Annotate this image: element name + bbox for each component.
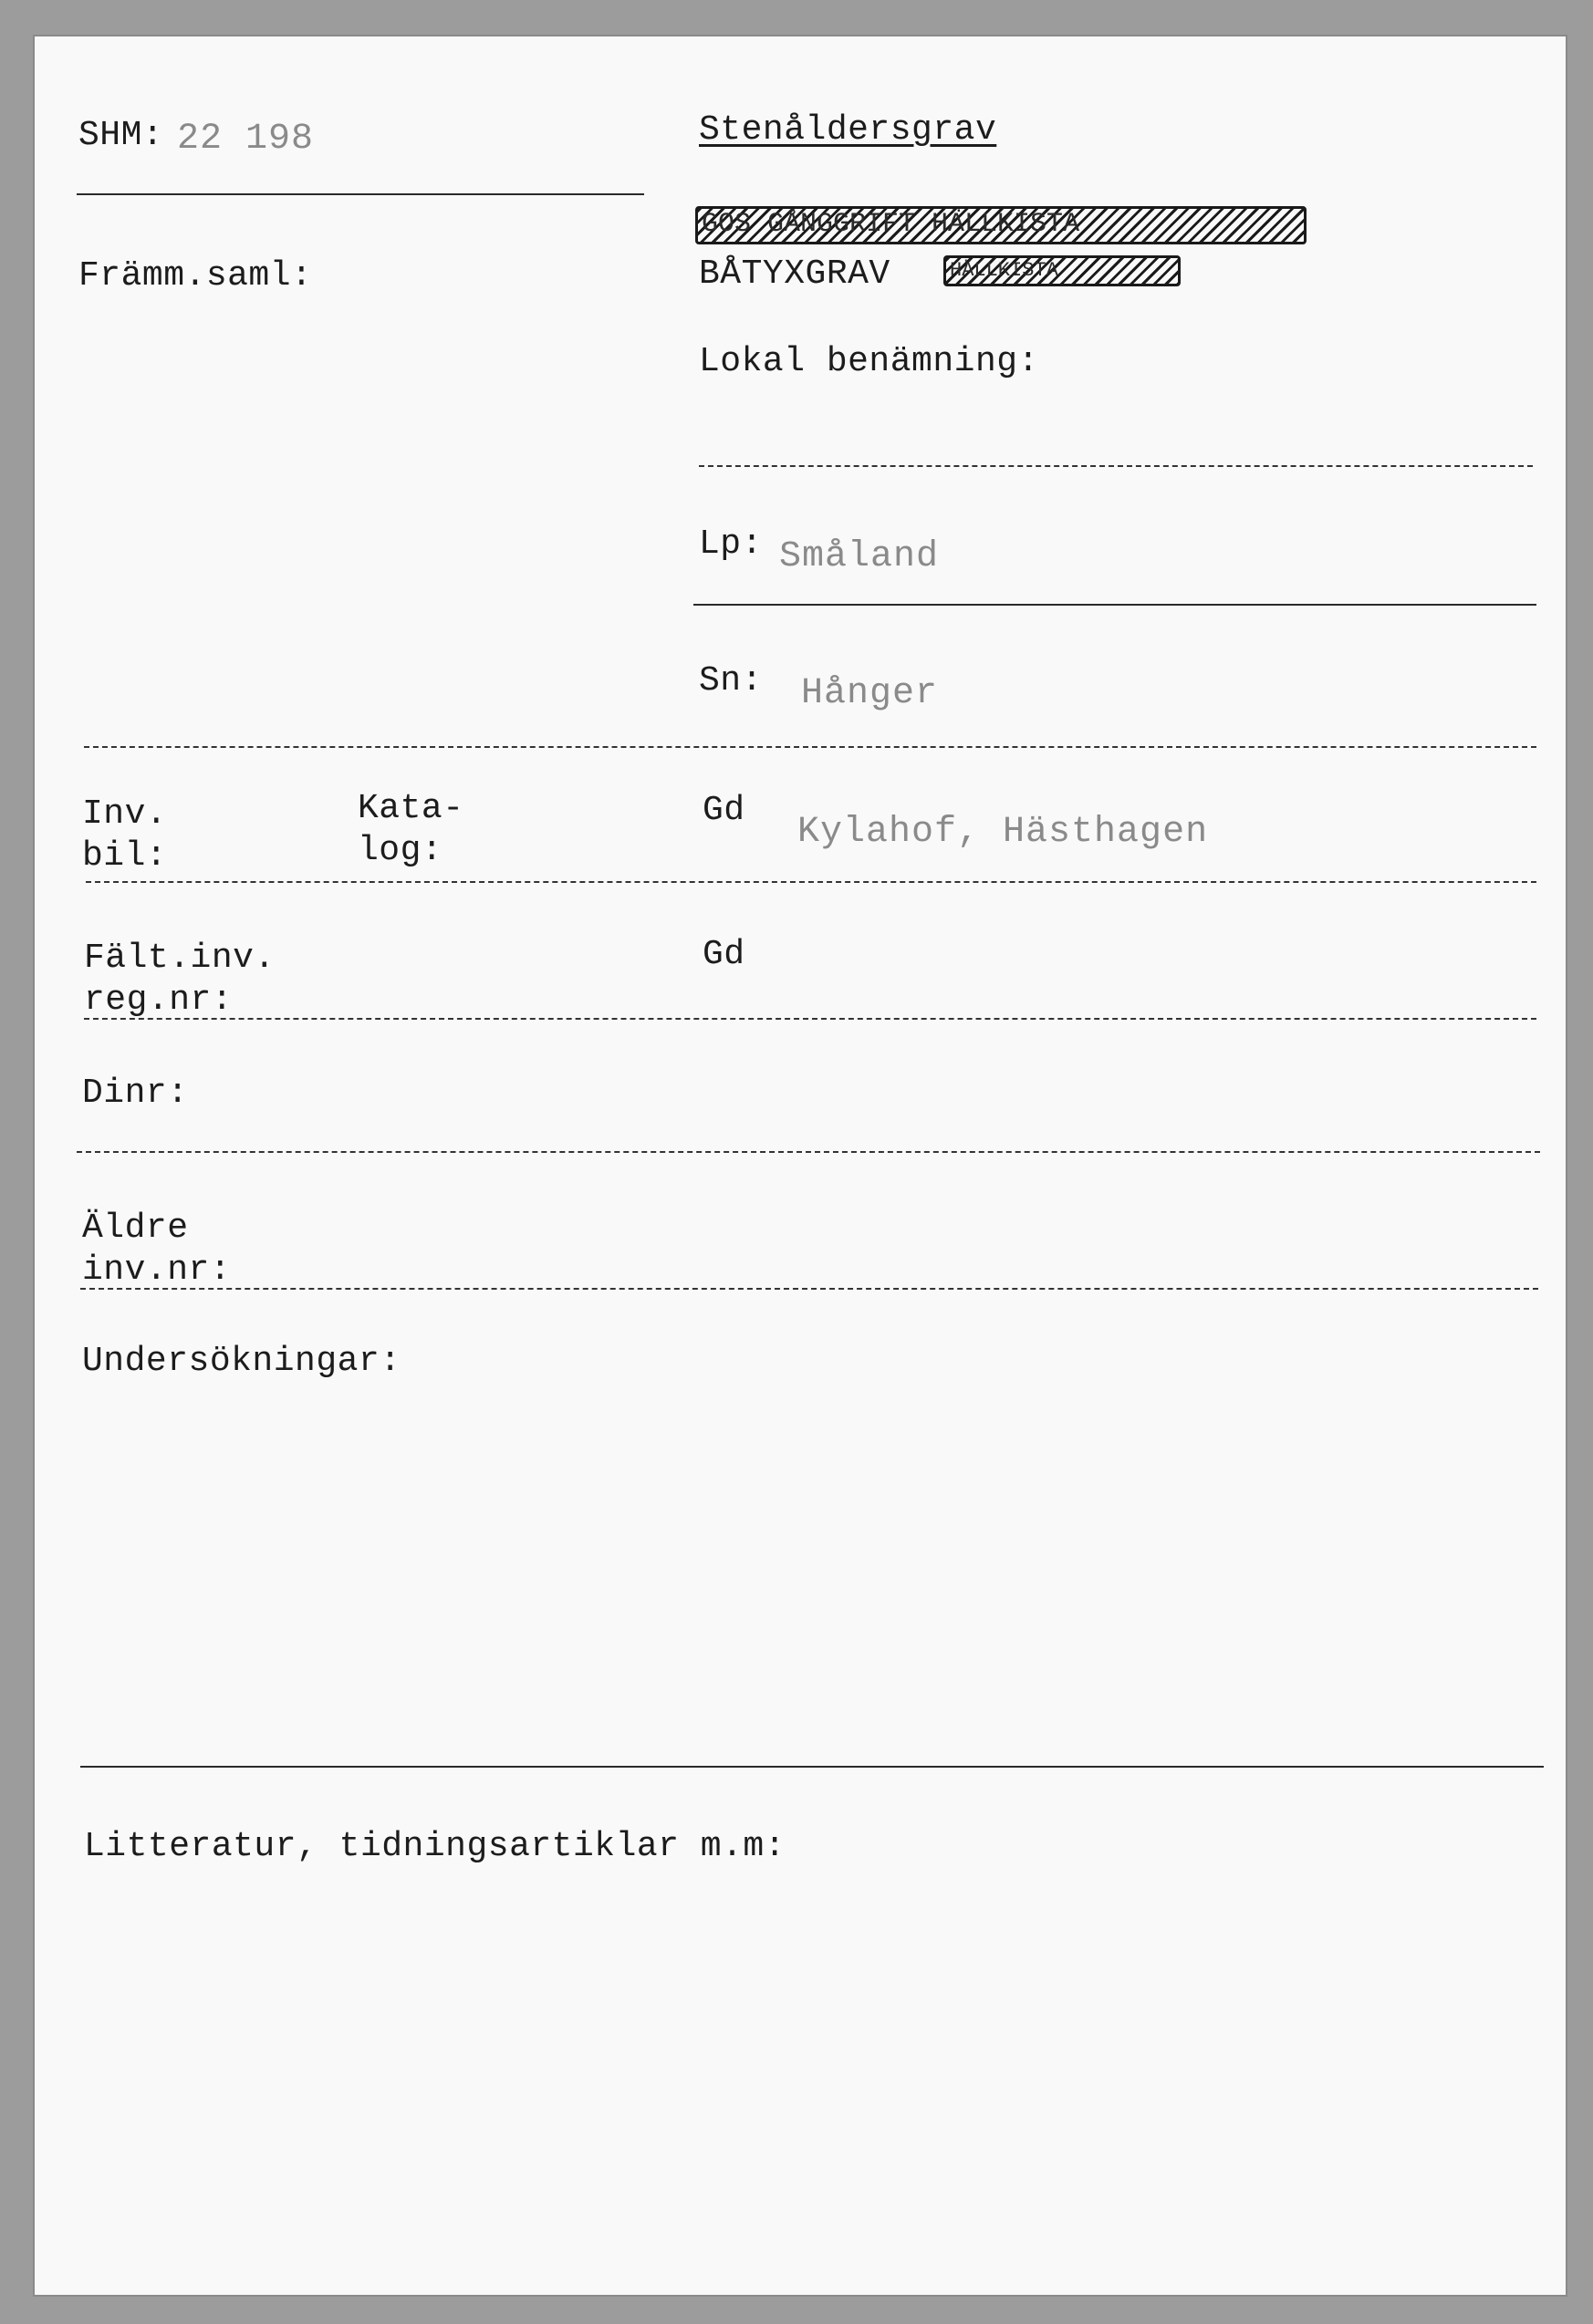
katalog-line2: log: [358,831,443,870]
shm-label: SHM: [78,116,164,155]
framm-saml-label: Främm.saml: [78,256,313,296]
lp-value: Småland [779,536,940,577]
category-heading: Stenåldersgrav [699,110,997,150]
aldre-rule [80,1288,1538,1290]
falt-inv-line2: reg.nr: [84,980,234,1020]
undersokningar-label: Undersökningar: [82,1342,401,1381]
gd1-rule [86,881,1536,883]
inv-bil-line1: Inv. [82,794,168,834]
inv-bil-line2: bil: [82,836,168,876]
aldre-line2: inv.nr: [82,1250,232,1290]
katalog-line1: Kata- [358,789,464,828]
lokal-benamning-label: Lokal benämning: [699,342,1039,381]
falt-inv-line1: Fält.inv. [84,939,276,978]
sn-value: Hånger [801,673,939,714]
aldre-line1: Äldre [82,1209,189,1248]
sn-rule [84,746,1536,748]
catalog-card [35,36,1566,2295]
crossed-out-classification: GOS GÅNGGRIFT HÄLLKISTA [695,206,1307,244]
gd1-label: Gd [703,791,745,830]
undersokningar-rule [80,1766,1544,1768]
sn-label: Sn: [699,661,763,700]
gd2-label: Gd [703,935,745,974]
falt-rule [84,1018,1536,1020]
shm-rule [77,193,644,195]
litteratur-label: Litteratur, tidningsartiklar m.m: [84,1827,786,1866]
lp-rule [693,604,1536,606]
lp-label: Lp: [699,524,763,564]
dinr-label: Dinr: [82,1074,189,1113]
grave-type: BÅTYXGRAV [699,254,890,294]
dinr-rule [77,1151,1540,1153]
shm-value: 22 198 [177,119,315,160]
lokal-rule [699,465,1533,467]
crossed-out-type: HÄLLKISTA [943,255,1181,286]
gd1-value: Kylahof, Hästhagen [797,812,1209,853]
